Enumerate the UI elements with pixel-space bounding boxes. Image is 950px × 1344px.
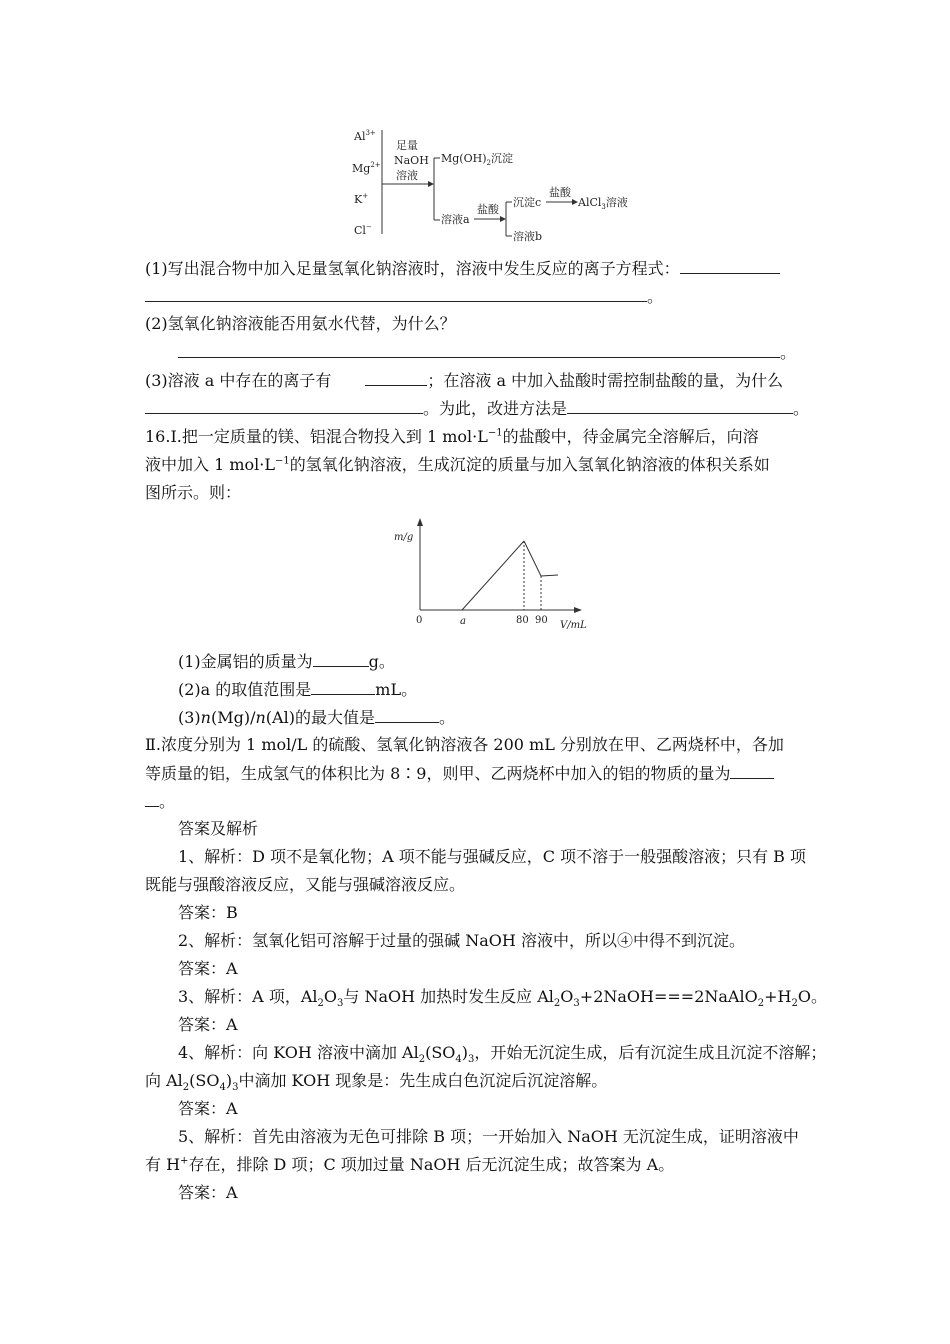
q16-sub3: (3)n(Mg)/n(Al)的最大值是 。	[178, 708, 455, 727]
answer-blank[interactable]	[680, 257, 780, 274]
answer-blank[interactable]	[365, 369, 427, 386]
q15-part3: (3)溶液 a 中存在的离子有 ；在溶液 a 中加入盐酸时需控制盐酸的量，为什么	[145, 371, 784, 390]
q15-part2-cont: 。	[178, 341, 796, 364]
q16-intro-line3: 图所示。则：	[145, 483, 242, 502]
answer-blank[interactable]	[313, 650, 369, 667]
x-tick-0: 0	[416, 615, 423, 626]
answer-5-line2: 有 H+存在，排除 D 项；C 项加过量 NaOH 后无沉淀生成；故答案为 A。	[145, 1155, 675, 1174]
reagent-label-2: NaOH	[394, 154, 429, 167]
answer-3-line1: 3、解析：A 项，$Al_2O_3$与 NaOH 加热时发生反应 $Al_2O_3+2NaOH===2NaAlO_2+H_2O$。	[178, 987, 827, 1010]
answer-blank[interactable]	[145, 397, 423, 414]
x-tick-80: 80	[516, 615, 529, 626]
answer-1-line1: 1、解析：D 项不是氧化物；A 项不能与强碱反应，C 项不溶于一般强酸溶液；只有 B 项	[178, 847, 806, 866]
x-tick-a: a	[460, 616, 466, 627]
q16-sub2: (2)a 的取值范围是 mL。	[178, 680, 418, 699]
rising-segment	[462, 541, 524, 610]
q15-part2: (2)氢氧化钠溶液能否用氨水代替，为什么？	[145, 314, 456, 333]
answer-3-result: 答案：A	[178, 1015, 238, 1034]
ion-k: K+	[354, 192, 369, 206]
reagent-hcl-1: 盐酸	[477, 203, 499, 216]
answer-2-line1: 2、解析：氢氧化铝可溶解于过量的强碱 NaOH 溶液中，所以④中得不到沉淀。	[178, 931, 745, 950]
precipitate-mgoh2: $Mg(OH)_2$沉淀	[441, 152, 513, 167]
alcl3-solution: AlCl$_3$溶液	[578, 196, 628, 211]
q16-intro-line1: 16.Ⅰ.把一定质量的镁、铝混合物投入到 1 $mol\cdot L^{-1}$的盐酸中，待金属完全溶解后，向溶	[145, 427, 759, 446]
answer-5-line1: 5、解析：首先由溶液为无色可排除 B 项；一开始加入 NaOH 无沉淀生成，证明溶液中	[178, 1127, 799, 1146]
solution-a: 溶液a	[441, 213, 470, 226]
x-tick-90: 90	[535, 615, 548, 626]
solution-b: 溶液b	[513, 230, 543, 243]
q15-part1: (1)写出混合物中加入足量氢氧化钠溶液时，溶液中发生反应的离子方程式：	[145, 257, 780, 280]
answer-2-result: 答案：A	[178, 959, 238, 978]
precipitate-mass-chart	[390, 518, 600, 634]
reagent-hcl-2: 盐酸	[549, 186, 571, 199]
reagent-label-3: 溶液	[396, 169, 418, 182]
answer-5-result: 答案：A	[178, 1183, 238, 1202]
q16-part2-line1: Ⅱ.浓度分别为 1 mol/L 的硫酸、氢氧化钠溶液各 200 mL 分别放在甲、乙两烧杯中，各加	[145, 735, 784, 754]
answer-blank[interactable]	[375, 706, 439, 723]
answer-1-line2: 既能与强酸溶液反应，又能与强碱溶液反应。	[145, 875, 466, 894]
falling-segment	[524, 541, 541, 576]
q16-part2-line3: 。	[145, 790, 175, 813]
reagent-label-1: 足量	[396, 139, 418, 152]
x-axis-label: V/mL	[560, 620, 587, 631]
answer-blank[interactable]	[311, 678, 375, 695]
q15-part3-cont: 。为此，改进方法是 。	[145, 397, 809, 420]
answer-1-result: 答案：B	[178, 903, 238, 922]
y-axis-label: m/g	[394, 532, 414, 543]
plateau-segment	[541, 575, 558, 576]
q16-part2-line2: 等质量的铝，生成氢气的体积比为 8∶9，则甲、乙两烧杯中加入的铝的物质的量为	[145, 762, 774, 785]
ion-al: $Al^{3+}$	[354, 129, 376, 143]
q15-part1-cont: 。	[145, 285, 663, 308]
q16-sub1: (1)金属铝的质量为 g。	[178, 652, 395, 671]
ion-cl: Cl−	[354, 223, 372, 237]
answer-blank[interactable]	[145, 285, 647, 302]
answer-blank[interactable]	[730, 762, 774, 779]
separation-flow-diagram	[340, 124, 640, 248]
answer-blank[interactable]	[178, 341, 780, 358]
answer-4-line1: 4、解析：向 KOH 溶液中滴加 $Al_2(SO_4)_3$，开始无沉淀生成，后有沉淀生成且沉淀不溶解；	[178, 1043, 827, 1066]
ion-mg: $Mg^{2+}$	[352, 161, 381, 175]
answer-4-line2: 向 $Al_2(SO_4)_3$中滴加 KOH 现象是：先生成白色沉淀后沉淀溶解。	[145, 1071, 608, 1094]
answer-blank[interactable]	[145, 790, 159, 807]
q16-intro-line2: 液中加入 1 $mol\cdot L^{-1}$的氢氧化钠溶液，生成沉淀的质量与加入氢氧化钠溶液的体积关系如	[145, 455, 770, 474]
answers-heading: 答案及解析	[178, 819, 259, 838]
answer-blank[interactable]	[567, 397, 793, 414]
answer-4-result: 答案：A	[178, 1099, 238, 1118]
precipitate-c: 沉淀c	[513, 196, 542, 209]
